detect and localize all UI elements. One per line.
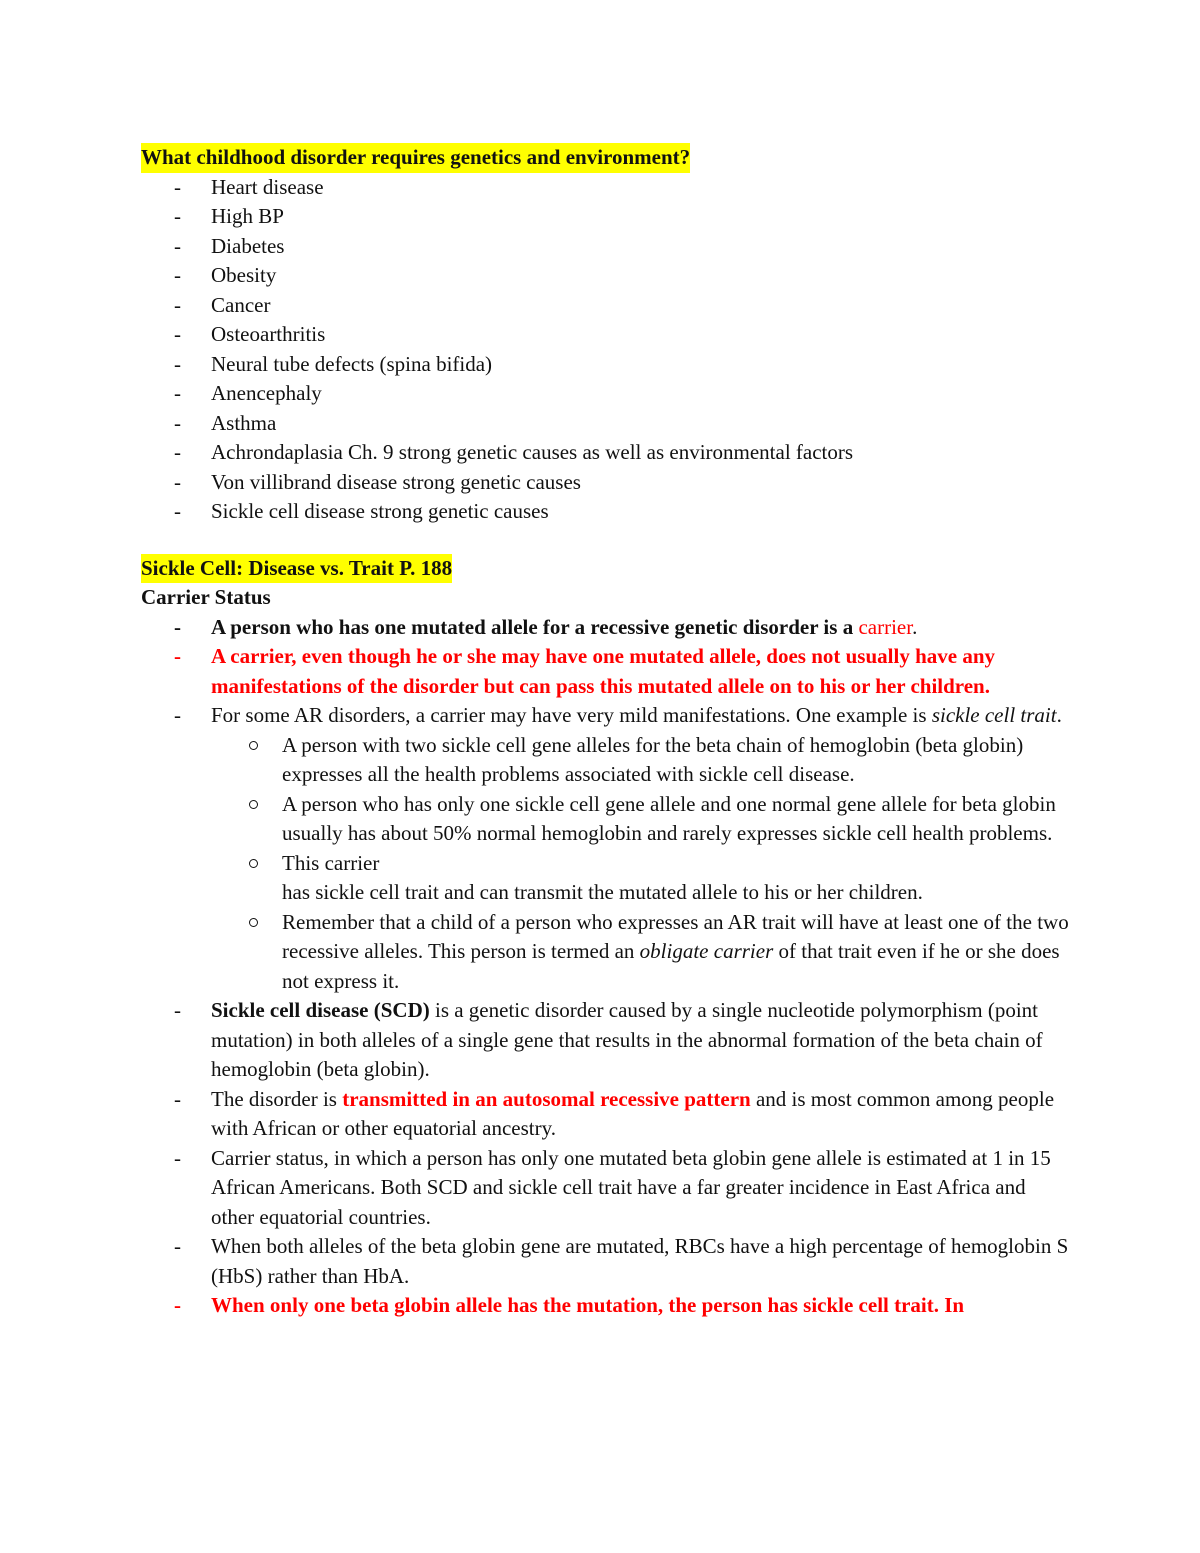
spacer [141, 527, 1071, 554]
disorder-list [141, 173, 1071, 527]
list-item: - Asthma [141, 409, 1071, 439]
sublist-item: A person with two sickle cell gene alleles for the beta chain of hemoglobin (beta globin) expresses all the health problems associated with sickle cell disease. [211, 731, 1071, 790]
carrier-status-heading: Carrier Status [141, 585, 271, 609]
ar-text: For some AR disorders, a carrier may have very mild manifestations. One example is [211, 703, 932, 727]
sub3-line2: has sickle cell trait and can transmit the mutated allele to his or her children. [282, 880, 923, 904]
transmission-pattern: transmitted in an autosomal recessive pattern [342, 1086, 751, 1111]
transmission-text: The disorder is [211, 1086, 343, 1111]
document-body [141, 143, 1071, 1321]
sublist-item [211, 908, 1071, 997]
list-item: - Neural tube defects (spina bifida) [141, 350, 1071, 380]
transmission-item [141, 1085, 1071, 1144]
list-item: - High BP [141, 202, 1071, 232]
list-item: - Cancer [141, 291, 1071, 321]
scd-text: is a genetic disorder caused by a single nucleotide polymorphism (point mutation) in both alleles of a single gene that results in the abnormal formation of the beta chain of hemoglobin (beta globin). [211, 998, 1043, 1081]
list-item: - Obesity [141, 261, 1071, 291]
sickle-cell-list [141, 613, 1071, 1321]
carrier-status-item: - Carrier status, in which a person has only one mutated beta globin gene allele is estimated at 1 in 15 African Americans. Both SCD and sickle cell trait have a far greater incidence in East Africa and other equatorial countries. [141, 1144, 1071, 1233]
scd-item [141, 996, 1071, 1085]
carrier-definition-text: A person who has one mutated allele for a recessive genetic disorder is a [211, 614, 859, 639]
ar-disorders-item [141, 701, 1071, 996]
carrier-note: - A carrier, even though he or she may have one mutated allele, does not usually have any manifestations of the disorder but can pass this mutated allele on to his or her children. [141, 642, 1071, 701]
one-allele-item: - When only one beta globin allele has the mutation, the person has sickle cell trait. In [141, 1291, 1071, 1321]
list-item: - Anencephaly [141, 379, 1071, 409]
ar-emphasis: sickle cell trait [931, 703, 1057, 727]
sickle-cell-heading [141, 554, 1071, 584]
list-item: - Osteoarthritis [141, 320, 1071, 350]
ar-sublist [141, 731, 1071, 997]
sublist-item: A person who has only one sickle cell gene allele and one normal gene allele for beta globin usually has about 50% normal hemoglobin and rarely expresses sickle cell health problems. [211, 790, 1071, 849]
sickle-cell-heading-text: Sickle Cell: Disease vs. Trait P. 188 [141, 554, 452, 584]
sublist-item [211, 849, 1071, 908]
question-heading-text: What childhood disorder requires genetics and environment? [141, 143, 690, 173]
sub4-emphasis: obligate carrier [639, 939, 774, 963]
scd-term: Sickle cell disease (SCD) [211, 998, 430, 1022]
carrier-definition [141, 613, 1071, 643]
ar-text-end: . [1056, 703, 1062, 727]
carrier-definition-end: . [912, 614, 918, 639]
list-item: - Sickle cell disease strong genetic causes [141, 497, 1071, 527]
sub3-line1: This carrier [282, 850, 380, 875]
list-item: - Heart disease [141, 173, 1071, 203]
both-alleles-item: - When both alleles of the beta globin gene are mutated, RBCs have a high percentage of hemoglobin S (HbS) rather than HbA. [141, 1232, 1071, 1291]
list-item: - Achrondaplasia Ch. 9 strong genetic causes as well as environmental factors [141, 438, 1071, 468]
list-item: - Diabetes [141, 232, 1071, 262]
carrier-word: carrier [858, 614, 913, 639]
sub4-text-end: of that trait even if he or she does not express it. [282, 939, 1060, 993]
question-heading [141, 143, 1071, 173]
sub4-text: Remember that a child of a person who expresses an AR trait will have at least one of the two recessive alleles. This person is termed an [282, 909, 1069, 963]
transmission-text-end: and is most common among people with African or other equatorial ancestry. [211, 1086, 1055, 1140]
list-item: - Von villibrand disease strong genetic causes [141, 468, 1071, 498]
